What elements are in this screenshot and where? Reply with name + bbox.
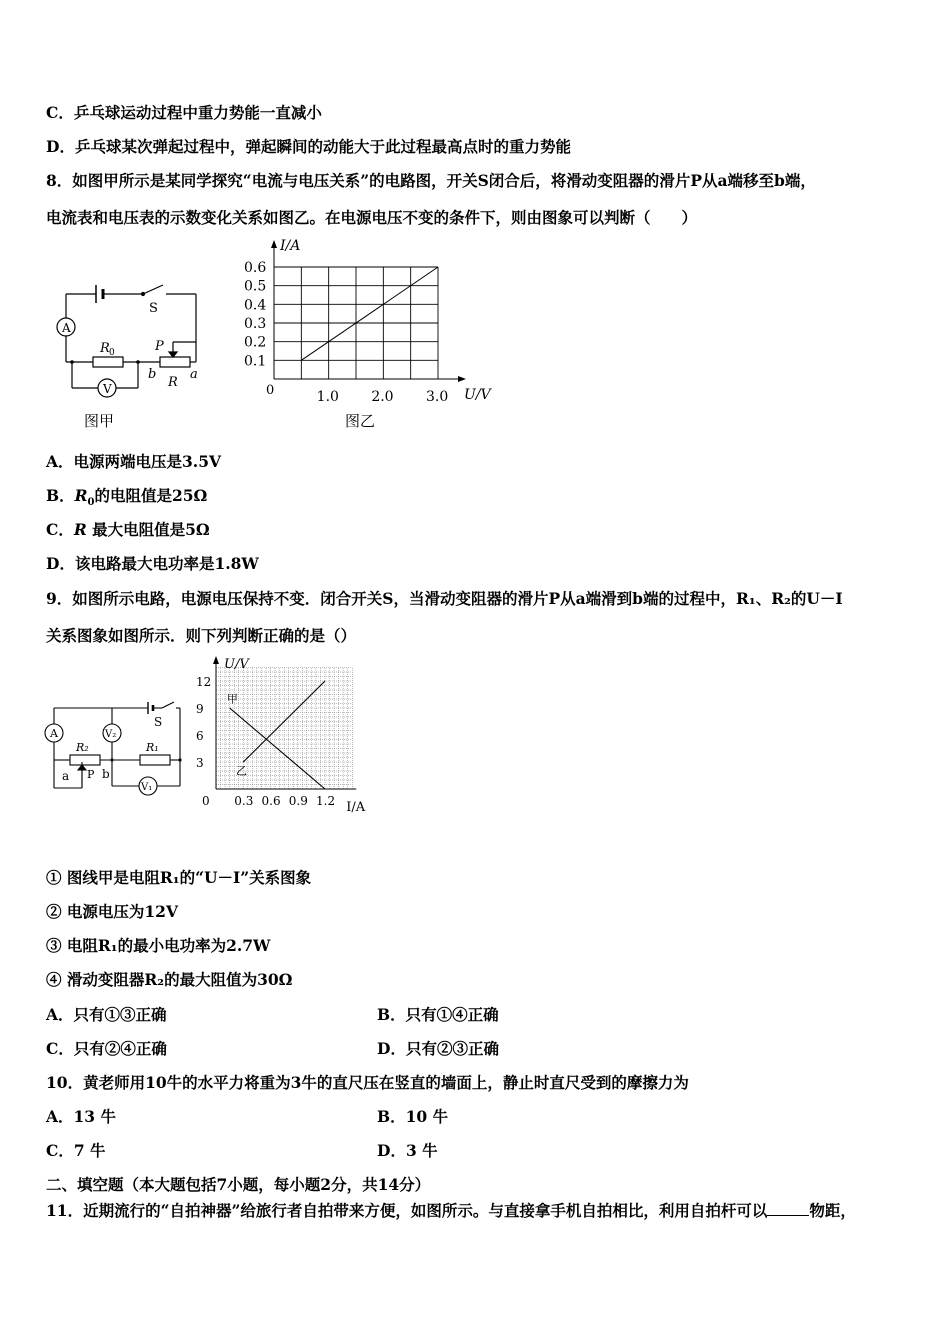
q8-option-b: B．$R_0$的电阻值是25Ω	[46, 486, 208, 509]
end-a-label: a	[190, 367, 198, 382]
q9-switch-label: S	[154, 715, 163, 729]
q11-stem: 11．近期流行的“自拍神器”给旅行者自拍带来方便，如图所示。与直接拿手机自拍相比，利用自拍杆可以 物距，	[46, 1201, 856, 1220]
x-tick-label: 1.0	[316, 389, 339, 405]
y-tick-label: 3	[196, 756, 204, 770]
q9-v2-label: V₂	[105, 729, 117, 740]
x-axis-label: U/V	[464, 387, 491, 403]
q7-option-c: C．乒乓球运动过程中重力势能一直减小	[46, 103, 322, 122]
x-tick-label: 2.0	[371, 389, 394, 405]
q9-stem-line2: 关系图象如图所示．则下列判断正确的是（）	[46, 626, 357, 645]
q9-option-a: A．只有①③正确	[46, 1005, 167, 1024]
q9-slider-label: P	[87, 768, 95, 781]
y-axis-label: U/V	[224, 657, 249, 672]
section-2-heading: 二、填空题（本大题包括7小题，每小题2分，共14分）	[46, 1175, 431, 1194]
rheostat-label: R	[168, 375, 178, 390]
series-line-iu	[301, 267, 438, 360]
q9-option-b: B．只有①④正确	[377, 1005, 499, 1024]
x-tick-label: 0.9	[288, 794, 308, 808]
switch-label: S	[149, 301, 158, 316]
q8-fig-b-caption: 图乙	[345, 412, 376, 430]
q9-v1-label: V₁	[141, 782, 153, 793]
y-tick-label: 12	[196, 675, 212, 689]
q8-circuit-diagram	[48, 280, 218, 405]
q8-option-a: A．电源两端电压是3.5V	[46, 452, 222, 471]
q8-option-d: D．该电路最大电功率是1.8W	[46, 554, 259, 573]
x-axis-arrow	[458, 376, 466, 382]
q10-option-d: D．3 牛	[377, 1141, 438, 1160]
q8-stem-line1: 8．如图甲所示是某同学探究“电流与电压关系”的电路图，开关S闭合后，将滑动变阻器的滑片P从a端移至b端，	[46, 171, 816, 190]
annotation-yi: 乙	[235, 764, 247, 778]
q9-stem-line1: 9．如图所示电路，电源电压保持不变．闭合开关S，当滑动变阻器的滑片P从a端滑到b端的过程中，R₁、R₂的U－I	[46, 589, 843, 608]
q9-end-b-label: b	[102, 767, 110, 781]
q9-ammeter-label: A	[50, 727, 58, 740]
y-tick-label: 0.4	[244, 297, 267, 314]
q9-statement-2: ② 电源电压为12V	[46, 902, 178, 921]
annotation-jia: 甲	[226, 692, 238, 706]
q9-statement-1: ① 图线甲是电阻R₁的“U－I”关系图象	[46, 868, 312, 887]
q7-option-d: D．乒乓球某次弹起过程中，弹起瞬间的动能大于此过程最高点时的重力势能	[46, 137, 571, 156]
y-axis-arrow	[213, 656, 219, 664]
x-tick-label: 0.6	[261, 794, 281, 808]
slider-label: P	[155, 339, 164, 354]
q9-statement-3: ③ 电阻R₁的最小电功率为2.7W	[46, 936, 271, 955]
voltmeter-label: V	[103, 382, 112, 396]
q8-fig-a-caption: 图甲	[84, 412, 115, 430]
x-tick-label: 3.0	[426, 389, 449, 405]
y-tick-label: 6	[196, 729, 204, 743]
q11-answer-blank[interactable]	[767, 1214, 809, 1216]
y-tick-label: 9	[196, 702, 204, 716]
q9-ui-chart	[190, 654, 370, 816]
y-axis-arrow	[271, 240, 277, 248]
y-tick-label: 0.1	[244, 353, 267, 370]
q9-r2-label: R₂	[76, 741, 89, 754]
q9-end-a-label: a	[62, 769, 70, 783]
q10-option-c: C．7 牛	[46, 1141, 106, 1160]
r0-subscript: 0	[109, 348, 115, 358]
q9-option-d: D．只有②③正确	[377, 1039, 499, 1058]
ammeter-label: A	[62, 321, 71, 335]
end-b-label: b	[148, 367, 157, 382]
y-axis-label: I/A	[280, 238, 301, 254]
r0-label: R	[100, 341, 110, 356]
q8-iu-chart	[236, 236, 498, 408]
y-tick-label: 0.5	[244, 278, 267, 295]
q8-option-c: C．R 最大电阻值是5Ω	[46, 520, 210, 539]
q10-stem: 10．黄老师用10牛的水平力将重为3牛的直尺压在竖直的墙面上，静止时直尺受到的摩擦力为	[46, 1073, 689, 1092]
q8-stem-line2: 电流表和电压表的示数变化关系如图乙。在电源电压不变的条件下，则由图象可以判断（ ）	[46, 208, 698, 227]
x-tick-label: 1.2	[316, 794, 336, 808]
q9-r1-label: R₁	[146, 741, 159, 754]
q9-option-c: C．只有②④正确	[46, 1039, 167, 1058]
x-tick-label: 0.3	[234, 794, 254, 808]
q9-statement-4: ④ 滑动变阻器R₂的最大阻值为30Ω	[46, 970, 293, 989]
q9-circuit-diagram	[42, 700, 192, 798]
origin-label: 0	[202, 794, 210, 808]
x-axis-label: I/A	[346, 800, 366, 815]
y-tick-label: 0.2	[244, 334, 267, 351]
origin-label: 0	[266, 383, 275, 398]
y-tick-label: 0.3	[244, 316, 267, 332]
y-tick-label: 0.6	[244, 260, 267, 276]
q10-option-b: B．10 牛	[377, 1107, 449, 1126]
q10-option-a: A．13 牛	[46, 1107, 116, 1126]
